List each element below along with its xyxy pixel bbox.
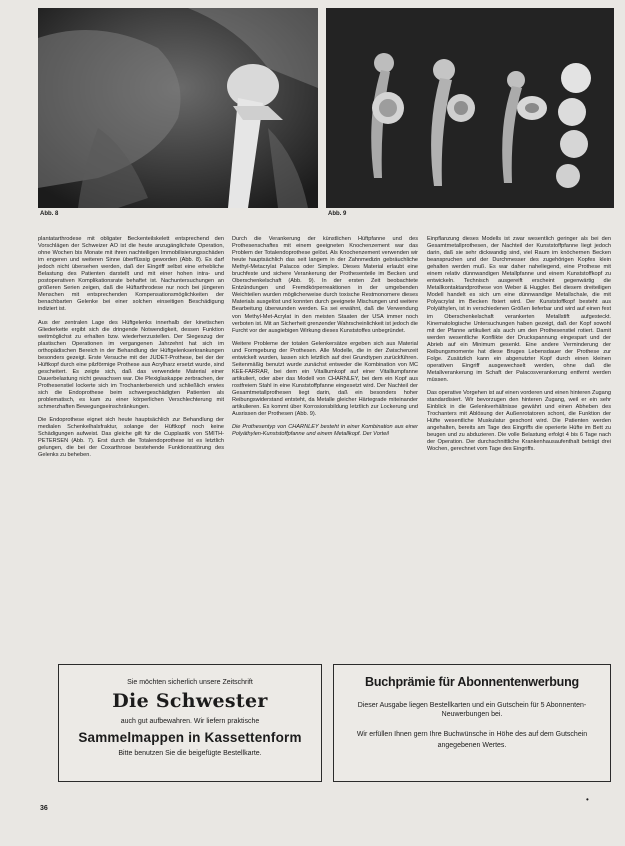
magazine-title: Die Schwester bbox=[112, 690, 268, 712]
ad-body-text: Dieser Ausgabe liegen Bestellkarten und ein Gutschein für 5 Abonnenten-Neuwerbungen bei. bbox=[357, 702, 587, 718]
paragraph: Die Endoprothese eignet sich heute hauptsächlich zur Behandlung der medialen Schenkelhalsfraktur, solange der Hüftkopf noch keine Schädigungen aufweist. Das gleiche gilt für die Cupplastik von SMITH-PETERSEN (Abb. 7). Erst durch die Totalendoprothese ist es letztlich gelungen, die bei der Coxarthrose bestehende Funktionsstörung des Gelenks zu beheben. bbox=[38, 417, 224, 459]
paragraph: Weitere Probleme der totalen Gelenkersätze ergeben sich aus Material und Formgebung der Prothesen. Alle Modelle, die in der Zwischenzeit entwickelt wurden, lassen sich letztlich auf drei Grundtypen zurückführen. Seitenmäßig benutzt wurde zunächst entweder die Kombination von MC KEE-FARRAR, bei dem ein Vitalliumkopf auf einer Vitalliumpfanne artikuliert, oder aber das Modell von CHARNLEY, bei dem ein Kopf aus rostfreiem Stahl in eine Kunststoffpfanne eingesetzt wird. Der Nachteil der Gesamtmetallprothesen liegt darin, daß ein besonders hoher Reibungswiderstand entsteht, da Metalle gleicher Härtegrade miteinander artikulieren. Es kommt über Korrosionsbildung letztlich zur Lockerung und Ausrissen der Prothesen (Abb. 9). bbox=[232, 340, 418, 418]
ad-footer-text: Bitte benutzen Sie die beigefügte Bestellkarte. bbox=[118, 750, 262, 757]
text-column-1 bbox=[38, 236, 224, 631]
paragraph: Durch die Verankerung der künstlichen Hüftpfanne und des Prothesenschaftes mit einem geeigneten Knochenzement war das Problem der Totalendoprothese gelöst. Als Knochenzement verwenden wir heute hauptsächlich das seit langem in der Zahnmedizin gebräuchliche Methyl-Metacrylat Palacos oder Simplex. Dieses Material erlaubt eine bruchfeste und sichere Verankerung der Prothesenteile im Becken und Oberschenkelschaft (Abb. 9). In der ersten Zeit beobachtete Entzündungen und Fremdkörperreaktionen in der umgebenden Weichteilen wurden möglicherweise durch toxische Restmonomere dieses Materials ausgelöst und konnten durch geeignete Mischungen und weitere Bearbeitung überwunden werden. Es sei erwähnt, daß die Verwendung von Methyl-Met-Acrylat in den meisten Staaten der USA immer noch verboten ist. Mit an Sicherheit grenzender Wahrscheinlichkeit ist jedoch die Furcht vor der ausgiebigen Wirkung dieses Kunststoffes unbegründet. bbox=[232, 236, 418, 334]
ad-body-text: auch gut aufbewahren. Wir liefern praktische bbox=[120, 718, 260, 725]
text-column-2 bbox=[232, 236, 418, 631]
paragraph: Einpflanzung dieses Modells ist zwar wesentlich geringer als bei den Gesamtmetallprothesen, der Nachteil der Kunststoffpfanne liegt jedoch darin, daß sie sehr dickwandig sind, viel Raum im knöchernen Becken beanspruchen und der Durchmesser des zugehörigen Kopfes klein gehalten werden muß. Es war daher naheliegend, eine Prothese mit einem relativ dünnwandigen Metallpfanne und einem Kunststoffkopf zu entwickeln. Technisch ausgereift erscheint gegenwärtig die Metallkontaktandprothese von Weber & Huggler. Bei diesem dreiteiligen Modell handelt es sich um eine dünnwandige Metallschale, die mit Polyacrylat im Becken fixiert wird. Der Kunststoffkopf besteht aus Polyäthylen, ist in verschiedenen Größen lieferbar und wird auf einen fest im Oberschenkelschaft verankerten Metallstift aufgesteckt. Kinematologische Untersuchungen haben gezeigt, daß der Kopf sowohl mit der Pfanne artikuliert als auch um den Prothesenstiel rotiert. Damit werden wesentliche Konflikte der Druckspannung eingespart und der Abrieb auf ein Minimum gesenkt. Eine andere Verminderung der Reibungsmomente hat diese Bruges Lebensdauer der Prothese zur Folge. Zusätzlich kann ein abgenutzter Kopf durch einen kleinen operativen Eingriff ausgewechselt werden, ohne daß die Metallverankerung im Schaft der Palacosverankerung entfernt werden müssen. bbox=[427, 236, 611, 383]
ad-headline: Sammelmappen in Kassettenform bbox=[78, 730, 302, 745]
paragraph: Die Prothesentyp von CHARNLEY besteht in einer Kombination aus einer Polyäthylen-Kunststoffpfanne und einem Metallkopf. Der Vorteil bbox=[232, 424, 418, 438]
ad-headline: Buchprämie für Abonnentenwerbung bbox=[365, 675, 579, 689]
text-column-3 bbox=[427, 236, 611, 631]
ad-collection-binders bbox=[58, 664, 322, 782]
xray-image bbox=[38, 8, 318, 208]
ad-subscriber-bonus bbox=[333, 664, 611, 782]
prostheses-figure bbox=[326, 8, 614, 208]
ad-intro-text: Sie möchten sicherlich unsere Zeitschrift bbox=[127, 679, 253, 686]
corner-mark: • bbox=[586, 795, 589, 804]
paragraph: Das operative Vorgehen ist auf einen vorderen und einen hinteren Zugang standardisiert. Wir bevorzugen den hinteren Zugang, weil er ein sehr Einblick in die Gelenkverhältnisse gewährt und einen Abheben des Trochanters mit Ablösung der Außenrotatoren schont, die Funktion der Hüfte wesentliche Muskulatur geschont wird. Die Patienten werden angehalten, bereits am Tage des Eingriffs die operierte Hüfte im Bett zu beugen und zu abduzieren. Die volle Belastung erfolgt 4 bis 6 Tage nach der Operation. Der durchschnittliche Krankenhausaufenthalt beträgt drei Wochen, gerechnet vom Tage des Eingriffs. bbox=[427, 389, 611, 453]
ad-body-text: Wir erfüllen Ihnen gern Ihre Buchwünsche in Höhe des auf dem Gutschein angegebenen Wertes. bbox=[356, 731, 588, 749]
figure-caption-9: Abb. 9 bbox=[328, 211, 347, 217]
figure-caption-8: Abb. 8 bbox=[40, 211, 59, 217]
paragraph: plantatarthrodese mit obligater Beckenteilskelett entsprechend den Vorschlägen der Schweizer AO ist die heute anzugänglichste Operation, ohne Wochen bis Monate mit ihren nachteiligen Immobilisierungsschäden im engeren und weiteren Sinne überflüssig geworden (Abb. 8). Es darf jedoch nicht übersehen werden, daß der Eingriff selbst eine erhebliche Belastung des Patienten darstellt und mit einer hohen intra- und postoperativen Komplikationsrate behaftet ist. Nachuntersuchungen an größeren Serien zeigen, daß die Hüftarthrodese nur noch bei jüngeren Menschen mit entsprechenden Kompensationsmöglichkeiten der benachbarten Gelenke bei einer solchen einseitigen Beschädigung indiziert ist. bbox=[38, 236, 224, 313]
xray-figure bbox=[38, 8, 318, 208]
paragraph: Aus der zentralen Lage des Hüftgelenks innerhalb der kinetischen Gliederkette ergibt sich die dringende Notwendigkeit, dessen Funktion weitmöglichst zu erhalten bzw. wiederherzustellen. Der Siegeszug der plastischen Operationen im vergangenen Jahrzehnt hat sich im orthopädischen Bereich in der Behandlung der Hüftgelenkserkrankungen besonders gezeigt. Erste Versuche mit der JUDET-Prothese, bei der der Hüftkopf durch eine pilzförmige Prothese aus Acrylharz ersetzt wurde, sind gescheitert. Es zeigte sich, daß das verwendete Material einer Dauerbelastung nicht gewachsen war. Die Plexiglaskappe zerbrachen, der Prothesenstiel lockerte sich im Trochanterbereich und schließlich erwies sich die Endoprothese beim schwergeschädigten Patienten als problematisch, es kam zu einer körperlichen Verschlechterung mit schmerzhaften Bewegungseinschränkungen. bbox=[38, 319, 224, 411]
prostheses-image bbox=[326, 8, 614, 208]
page-number: 36 bbox=[40, 805, 48, 812]
